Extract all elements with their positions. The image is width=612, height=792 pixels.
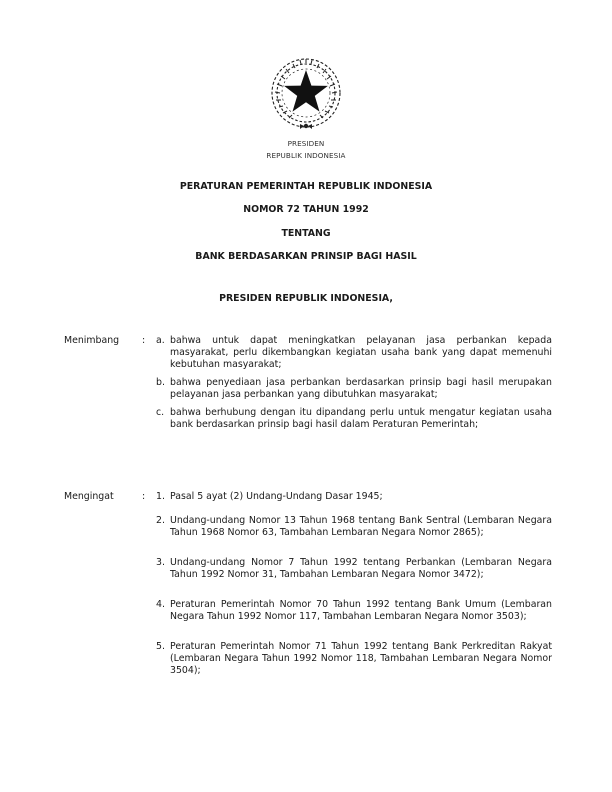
regulation-subject: BANK BERDASARKAN PRINSIP BAGI HASIL bbox=[195, 251, 417, 262]
menimbang-item-a bbox=[156, 335, 552, 371]
item-text: bahwa penyediaan jasa perbankan berdasarkan prinsip bagi hasil merupakan pelayanan jasa perbankan yang dibutuhkan masyarakat; bbox=[170, 377, 552, 400]
item-text: Pasal 5 ayat (2) Undang-Undang Dasar 1945; bbox=[170, 491, 383, 502]
mengingat-colon: : bbox=[142, 491, 146, 502]
mengingat-item-3 bbox=[156, 557, 552, 581]
item-text: Undang-undang Nomor 7 Tahun 1992 tentang Perbankan (Lembaran Negara Tahun 1992 Nomor 31, Tambahan Lembaran Negara Nomor 3472); bbox=[170, 557, 552, 580]
item-marker: 1. bbox=[156, 491, 165, 502]
item-text: bahwa berhubung dengan itu dipandang perlu untuk mengatur kegiatan usaha bank berdasarkan prinsip bagi hasil dalam Peraturan Pemerintah; bbox=[170, 407, 552, 430]
item-marker: 3. bbox=[156, 557, 165, 568]
item-marker: 5. bbox=[156, 641, 165, 652]
item-marker: b. bbox=[156, 377, 165, 388]
presidential-emblem-icon bbox=[267, 54, 345, 136]
seal-caption-presiden: PRESIDEN bbox=[287, 139, 325, 148]
menimbang-colon: : bbox=[142, 335, 146, 346]
item-marker: 4. bbox=[156, 599, 165, 610]
regulation-tentang: TENTANG bbox=[281, 228, 331, 239]
mengingat-item-5 bbox=[156, 641, 552, 677]
regulation-number: NOMOR 72 TAHUN 1992 bbox=[243, 204, 369, 215]
mengingat-item-1 bbox=[156, 491, 552, 503]
mengingat-item-2 bbox=[156, 515, 552, 539]
menimbang-item-c bbox=[156, 407, 552, 431]
item-marker: c. bbox=[156, 407, 165, 418]
item-text: Peraturan Pemerintah Nomor 70 Tahun 1992 tentang Bank Umum (Lembaran Negara Tahun 1992 Nomor 117, Tambahan Lembaran Negara Nomor 3503); bbox=[170, 599, 552, 622]
item-text: Peraturan Pemerintah Nomor 71 Tahun 1992 tentang Bank Perkreditan Rakyat (Lembaran Negara Tahun 1992 Nomor 118, Tambahan Lembaran Negara Nomor 3504); bbox=[170, 641, 552, 676]
issuer-heading: PRESIDEN REPUBLIK INDONESIA, bbox=[219, 293, 393, 304]
mengingat-label: Mengingat bbox=[64, 491, 114, 502]
item-marker: a. bbox=[156, 335, 165, 346]
mengingat-item-4 bbox=[156, 599, 552, 623]
item-text: bahwa untuk dapat meningkatkan pelayanan jasa perbankan kepada masyarakat, perlu dikembangkan kegiatan usaha bank yang dapat memenuhi kebutuhan masyarakat; bbox=[170, 335, 552, 370]
menimbang-item-b bbox=[156, 377, 552, 401]
item-marker: 2. bbox=[156, 515, 165, 526]
menimbang-label: Menimbang bbox=[64, 335, 120, 346]
item-text: Undang-undang Nomor 13 Tahun 1968 tentang Bank Sentral (Lembaran Negara Tahun 1968 Nomor 63, Tambahan Lembaran Negara Nomor 2865); bbox=[170, 515, 552, 538]
seal-caption-republik-indonesia: REPUBLIK INDONESIA bbox=[266, 151, 346, 160]
regulation-title: PERATURAN PEMERINTAH REPUBLIK INDONESIA bbox=[179, 181, 433, 192]
